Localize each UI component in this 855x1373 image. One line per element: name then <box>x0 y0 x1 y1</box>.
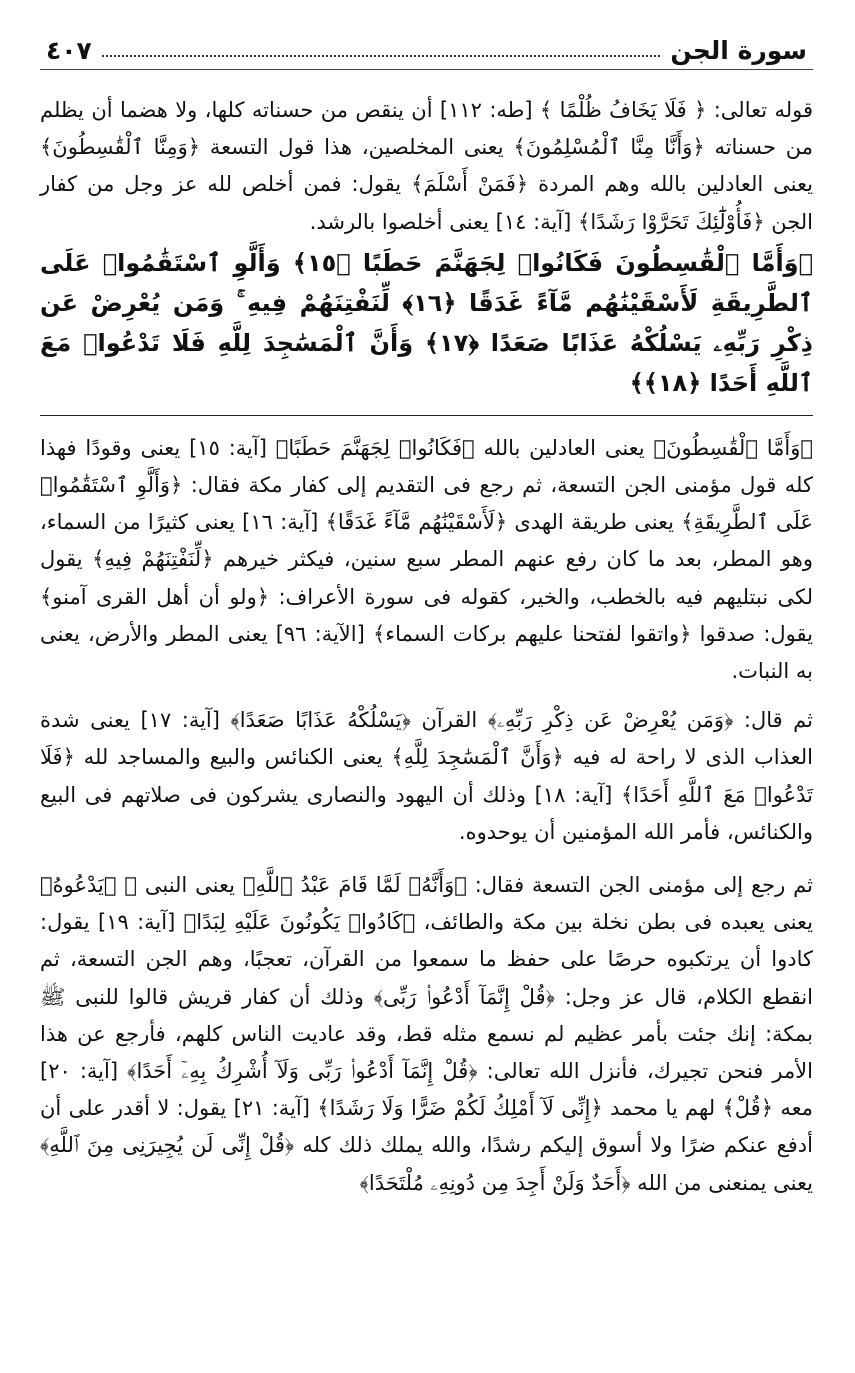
commentary-paragraph-4: ثم رجع إلى مؤمنى الجن التسعة فقال: ﴿وَأَنَّهُۥ لَمَّا قَامَ عَبْدُ ٱللَّهِ﴾ يعنى النبى ﷺ ﴿يَدْعُوهُ﴾ يعنى يعبده فى بطن نخلة بين مكة والطائف، ﴿كَادُوا۟ يَكُونُونَ عَلَيْهِ لِبَدًا﴾ [آية: ١٩] يقول: كادوا أن يرتكبوه حرصًا على حفظ ما سمعوا من القرآن، تعجبًا، وهم الجن التسعة، ثم انقطع الكلام، قال عز وجل: ﴿قُلْ إِنَّمَآ أَدْعُوا۟ رَبِّى﴾ وذلك أن كفار قريش قالوا للنبى ﷺ بمكة: إنك جئت بأمر عظيم لم نسمع مثله قط، وقد عاديت الناس كلهم، فأرجع عن هذا الأمر فنحن تجيرك، فأنزل الله تعالى: ﴿قُلْ إِنَّمَآ أَدْعُوا۟ رَبِّى وَلَآ أُشْرِكُ بِهِۦٓ أَحَدًا﴾ [آية: ٢٠] معه ﴿قُلْ﴾ لهم يا محمد ﴿إِنِّى لَآ أَمْلِكُ لَكُمْ ضَرًّا وَلَا رَشَدًا﴾ [آية: ٢١] يقول: لا أقدر على أن أدفع عنكم ضرًا ولا أسوق إليكم رشدًا، والله يملك ذلك كله ﴿قُلْ إِنِّى لَن يُجِيرَنِى مِنَ ٱللَّهِ﴾ يعنى يمنعنى من الله ﴿أَحَدٌ وَلَنْ أَجِدَ مِن دُونِهِۦ مُلْتَحَدًا﴾ <box>40 873 813 1195</box>
running-header <box>40 18 813 70</box>
commentary-paragraph-2: ﴿وَأَمَّا ٱلْقَٰسِطُونَ﴾ يعنى العادلين بالله ﴿فَكَانُوا۟ لِجَهَنَّمَ حَطَبًا﴾ [آية: ١٥] يعنى وقودًا فهذا كله قول مؤمنى الجن التسعة، ثم رجع فى التقديم إلى كفار مكة فقال: ﴿وَأَلَّوِ ٱسْتَقَٰمُوا۟ عَلَى ٱلطَّرِيقَةِ﴾ يعنى طريقة الهدى ﴿لَأَسْقَيْنَٰهُم مَّآءً غَدَقًا﴾ [آية: ١٦] يعنى كثيرًا من السماء، وهو المطر، بعد ما كان رفع عنهم المطر سبع سنين، فيكثر خيرهم ﴿لِّنَفْتِنَهُمْ فِيهِ﴾ يقول لكى نبتليهم فيه بالخطب، والخير، كقوله فى سورة الأعراف: ﴿ولو أن أهل القرى آمنو﴾ يقول: صدقوا ﴿واتقوا لفتحنا عليهم بركات السماء﴾ [الآية: ٩٦] يعنى المطر والأرض، يعنى به النبات. <box>40 435 813 684</box>
quran-verse-block: ﴿وَأَمَّا ٱلْقَٰسِطُونَ فَكَانُوا۟ لِجَهَنَّمَ حَطَبًا ﴿١٥﴾ وَأَلَّوِ ٱسْتَقَٰمُوا۟ عَلَى ٱلطَّرِيقَةِ لَأَسْقَيْنَٰهُم مَّآءً غَدَقًا ﴿١٦﴾ لِّنَفْتِنَهُمْ فِيهِ ۚ وَمَن يُعْرِضْ عَن ذِكْرِ رَبِّهِۦ يَسْلُكْهُ عَذَابًا صَعَدًا ﴿١٧﴾ وَأَنَّ ٱلْمَسَٰجِدَ لِلَّهِ فَلَا تَدْعُوا۟ مَعَ ٱللَّهِ أَحَدًا ﴿١٨﴾﴾ <box>40 243 813 416</box>
commentary-paragraph-1: قوله تعالى: ﴿ فَلَا يَخَافُ ظُلْمًا ﴾ [طه: ١١٢] أن ينقص من حسناته كلها، ولا هضما أن يظلم من حسناته ﴿وَأَنَّا مِنَّا ٱلْمُسْلِمُونَ﴾ يعنى المخلصين، هذا قول التسعة ﴿وَمِنَّا ٱلْقَٰسِطُونَ﴾ يعنى العادلين بالله وهم المردة ﴿فَمَنْ أَسْلَمَ﴾ يقول: فمن أخلص لله عز وجل من كفار الجن ﴿فَأُوْلَٰٓئِكَ تَحَرَّوْا رَشَدًا﴾ [آية: ١٤] يعنى أخلصوا بالرشد. <box>40 98 813 234</box>
leader-dots <box>102 54 661 57</box>
surah-title: سورة الجن <box>670 36 807 65</box>
page-number: ٤٠٧ <box>46 36 92 65</box>
commentary-paragraph-3: ثم قال: ﴿وَمَن يُعْرِضْ عَن ذِكْرِ رَبِّهِۦ﴾ القرآن ﴿يَسْلُكْهُ عَذَابًا صَعَدًا﴾ [آية: ١٧] يعنى شدة العذاب الذى لا راحة له فيه ﴿وَأَنَّ ٱلْمَسَٰجِدَ لِلَّهِ﴾ يعنى الكنائس والبيع والمساجد لله ﴿فَلَا تَدْعُوا۟ مَعَ ٱللَّهِ أَحَدًا﴾ [آية: ١٨] وذلك أن اليهود والنصارى يشركون فى صلاتهم فى البيع والكنائس، فأمر الله المؤمنين أن يوحدوه. <box>40 708 813 844</box>
